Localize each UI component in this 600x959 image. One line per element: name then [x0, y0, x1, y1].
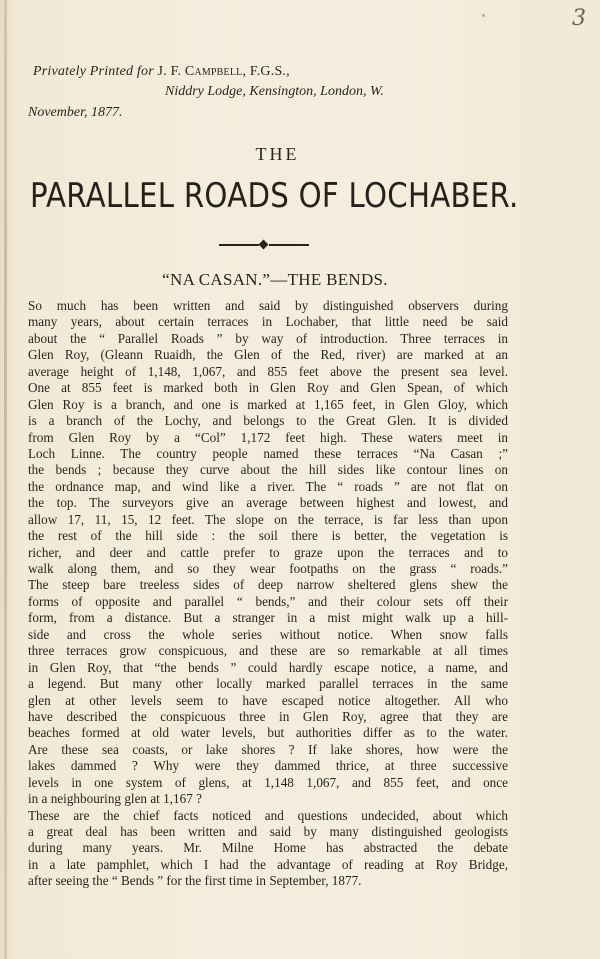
- imprint-printed-for-label: Privately Printed for: [33, 64, 154, 79]
- title-ornament-rule: [219, 240, 309, 250]
- paragraph-1-line: the top. The surveyors give an average between highest and lowest, and: [28, 495, 508, 511]
- paragraph-2-line: after seeing the “ Bends ” for the first time in September, 1877.: [28, 873, 362, 889]
- body-text: [28, 298, 508, 890]
- paragraph-1-line: average height of 1,148, 1,067, and 855 feet above the present sea level.: [28, 363, 508, 379]
- paragraph-1-line: beaches formed at old water levels, but authorities differ as to the water.: [28, 725, 508, 741]
- imprint-address: Niddry Lodge, Kensington, London, W.: [165, 84, 384, 99]
- paragraph-1-line: about the “ Parallel Roads ” by way of introduction. Three terraces in: [28, 330, 508, 346]
- paragraph-1-line: form, from a distance. But a stranger in a mist might walk up a hill-: [28, 610, 508, 626]
- paragraph-2-line: a great deal has been written and said by many distinguished geologists: [28, 824, 508, 839]
- imprint-printed-for: [33, 64, 290, 80]
- paragraph-1-line: the ordnance map, and wind like a river. The “ roads ” are not flat on: [28, 478, 508, 494]
- paragraph-1-line: lakes dammed ? Why were they dammed thrice, at three successive: [28, 758, 508, 774]
- paragraph-1-line: levels in one system of glens, at 1,148 1,067, and 855 feet, and once: [28, 774, 508, 790]
- paragraph-1-line: One at 855 feet is marked both in Glen Roy and Glen Spean, of which: [28, 380, 508, 396]
- paragraph-1-line: have described the conspicuous three in Glen Roy, agree that they are: [28, 708, 508, 724]
- paragraph-2-line: during many years. Mr. Milne Home has abstracted the debate: [28, 840, 508, 856]
- paragraph-1-line: side and cross the whole series without notice. When snow falls: [28, 626, 508, 642]
- paragraph-1-line: the rest of the hill side : the soil there is better, the vegetation is: [28, 528, 508, 544]
- page-title: PARALLEL ROADS OF LOCHABER.: [30, 176, 519, 216]
- paragraph-1-line: is a branch of the Lochy, and belongs to the Great Glen. It is divided: [28, 413, 508, 429]
- paragraph-1-line: a legend. But many other locally marked parallel terraces in the same: [28, 676, 508, 692]
- paragraph-1-line: walk along them, and so they wear footpaths on the grass “ roads.”: [28, 561, 508, 576]
- paragraph-1-line: the bends ; because they curve about the hill sides like contour lines on: [28, 462, 508, 478]
- paragraph-1-line: forms of opposite and parallel “ bends,” and their colour sets off their: [28, 593, 508, 609]
- ornament-rule-right: [269, 244, 309, 246]
- ornament-diamond-icon: [259, 240, 269, 250]
- paragraph-1-line: richer, and deer and cattle prefer to graze upon the terraces and to: [28, 544, 508, 560]
- section-heading: “NA CASAN.”—THE BENDS.: [162, 270, 388, 289]
- paragraph-1-line: Are these sea coasts, or lake shores ? If lake shores, how were the: [28, 741, 508, 757]
- paragraph-1-line: allow 17, 11, 15, 12 feet. The slope on the terrace, is far less than upon: [28, 511, 508, 527]
- paragraph-1-line: Glen Roy is a branch, and one is marked at 1,165 feet, in Glen Gloy, which: [28, 396, 508, 412]
- paragraph-1-line: The steep bare treeless sides of deep narrow sheltered glens shew the: [28, 577, 508, 593]
- title-article: THE: [255, 144, 300, 164]
- paragraph-1-line: three terraces grow conspicuous, and these are so remarkable at all times: [28, 643, 508, 659]
- paragraph-1-line: in a neighbouring glen at 1,167 ?: [28, 791, 202, 807]
- paragraph-1-line: many years, about certain terraces in Lochaber, that little need be said: [28, 314, 508, 330]
- paragraph-1-line: Glen Roy, (Gleann Ruaidh, the Glen of the Red, river) are marked at an: [28, 347, 508, 363]
- paragraph-1-line: Loch Linne. The country people named these terraces “Na Casan ;”: [28, 445, 508, 461]
- paragraph-1-line: from Glen Roy by a “Col” 1,172 feet high. These waters meet in: [28, 429, 508, 445]
- paragraph-1-line: in Glen Roy, that “the bends ” could hardly escape notice, a name, and: [28, 659, 508, 675]
- paragraph-1-line: So much has been written and said by distinguished observers during: [28, 298, 508, 313]
- imprint-printer-name: J. F. Campbell, F.G.S.,: [157, 64, 290, 79]
- paragraph-1-line: glen at other levels seem to have escaped notice altogether. All who: [28, 692, 508, 708]
- paragraph-2-line: These are the chief facts noticed and questions undecided, about which: [28, 807, 508, 823]
- speck-mark: [482, 14, 485, 17]
- imprint-date: November, 1877.: [28, 105, 123, 120]
- ornament-rule-left: [219, 244, 259, 246]
- paragraph-2-line: in a late pamphlet, which I had the advantage of reading at Roy Bridge,: [28, 856, 508, 872]
- page-number: 3: [572, 6, 586, 31]
